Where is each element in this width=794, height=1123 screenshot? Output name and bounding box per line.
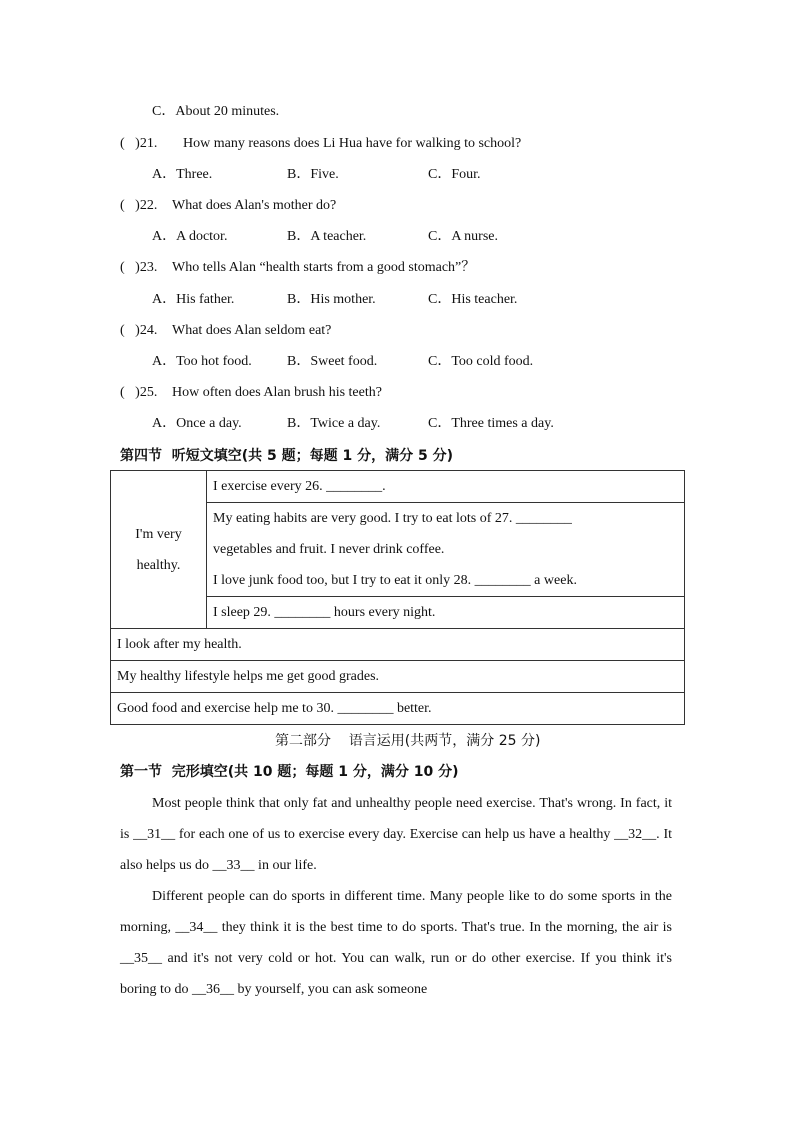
part2-heading: 第二部分 语言运用(共两节，满分 25 分) bbox=[275, 733, 541, 749]
row-sleep: I sleep 29. ________ hours every night. bbox=[213, 604, 436, 620]
table-left-label-cell bbox=[111, 471, 207, 629]
q21-option-b: B．Five. bbox=[287, 167, 339, 182]
row-exercise: I exercise every 26. ________. bbox=[213, 478, 386, 494]
table-row bbox=[207, 503, 685, 597]
listening-fill-table bbox=[110, 470, 685, 725]
q24-option-a: A．Too hot food. bbox=[152, 354, 252, 369]
q25-number: ( )25. bbox=[120, 385, 158, 400]
row-eating-1: My eating habits are very good. I try to eat lots of 27. ________ bbox=[213, 511, 572, 526]
q25-option-a: A．Once a day. bbox=[152, 416, 242, 431]
q25-option-c: C．Three times a day. bbox=[428, 416, 554, 431]
row-health: I look after my health. bbox=[117, 636, 242, 652]
q22-option-b: B．A teacher. bbox=[287, 229, 367, 244]
table-row bbox=[111, 661, 685, 693]
cloze-section-heading: 第一节 完形填空(共 10 题；每题 1 分，满分 10 分) bbox=[120, 764, 459, 780]
q22-option-c: C．A nurse. bbox=[428, 229, 498, 244]
q24-option-c: C．Too cold food. bbox=[428, 354, 534, 369]
q20-option-c: C．About 20 minutes. bbox=[152, 104, 280, 119]
table-row bbox=[111, 693, 685, 725]
row-lifestyle: My healthy lifestyle helps me get good grades. bbox=[117, 668, 380, 684]
q22-number: ( )22. bbox=[120, 198, 158, 213]
q21-option-a: A．Three. bbox=[152, 167, 213, 182]
q24-text: What does Alan seldom eat? bbox=[172, 323, 332, 338]
q24-number: ( )24. bbox=[120, 323, 158, 338]
table-row bbox=[207, 471, 685, 503]
q23-number: ( )23. bbox=[120, 260, 158, 275]
section4-heading: 第四节 听短文填空(共 5 题；每题 1 分，满分 5 分) bbox=[120, 448, 454, 464]
q25-option-b: B．Twice a day. bbox=[287, 416, 381, 431]
q24-option-b: B．Sweet food. bbox=[287, 354, 378, 369]
q21-number: ( )21. bbox=[120, 136, 158, 151]
q23-option-b: B．His mother. bbox=[287, 292, 376, 307]
row-eating-2: vegetables and fruit. I never drink coffee. bbox=[213, 542, 445, 557]
row-eating-3: I love junk food too, but I try to eat it only 28. ________ a week. bbox=[213, 573, 577, 588]
q23-option-c: C．His teacher. bbox=[428, 292, 518, 307]
table-row bbox=[111, 629, 685, 661]
table-row bbox=[207, 597, 685, 629]
q25-text: How often does Alan brush his teeth? bbox=[172, 385, 382, 400]
q23-option-a: A．His father. bbox=[152, 292, 235, 307]
cloze-paragraph-1: Most people think that only fat and unhealthy people need exercise. That's wrong. In fact, it is __31__ for each one of us to exercise every day. Exercise can help us have a healthy __32__. It also helps us do __33__ in our life. bbox=[120, 796, 672, 873]
table-left-label: I'm very healthy. bbox=[135, 526, 182, 573]
q21-option-c: C．Four. bbox=[428, 167, 481, 182]
q23-text: Who tells Alan “health starts from a good stomach”？ bbox=[172, 260, 476, 275]
q22-text: What does Alan's mother do? bbox=[172, 198, 337, 213]
q22-option-a: A．A doctor. bbox=[152, 229, 228, 244]
q21-text: How many reasons does Li Hua have for walking to school? bbox=[183, 136, 522, 151]
row-good-food: Good food and exercise help me to 30. ________ better. bbox=[117, 700, 432, 716]
cloze-paragraph-2: Different people can do sports in different time. Many people like to do some sports in the morning, __34__ they think it is the best time to do sports. That's true. In the morning, the air is __35__ and it's not very cold or hot. You can walk, run or do other exercise. If you think it's boring to do __36__ by yourself, you can ask someone bbox=[120, 889, 672, 997]
